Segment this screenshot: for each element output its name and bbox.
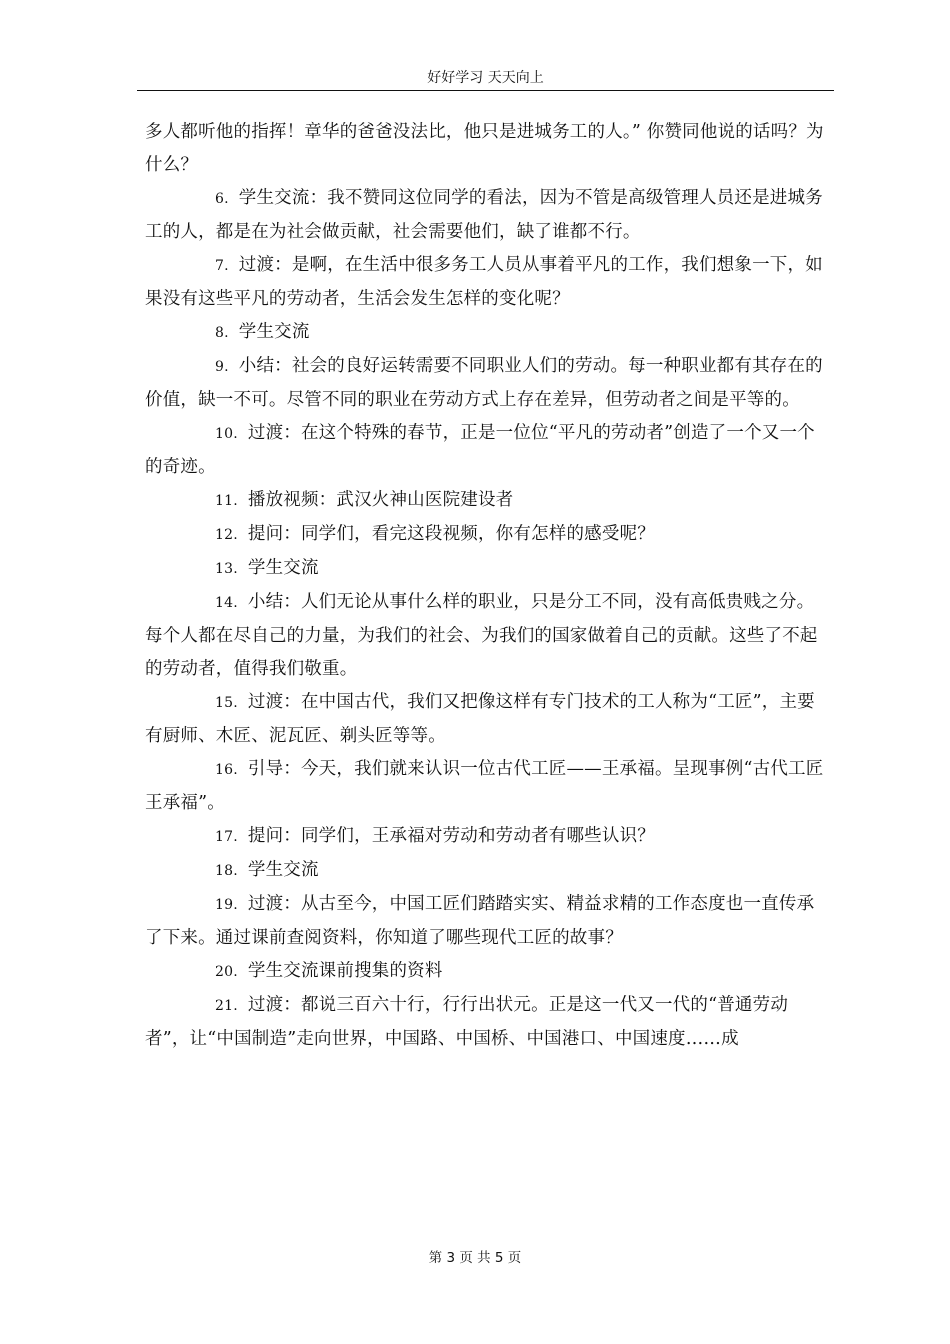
item-number: 13. bbox=[215, 561, 238, 577]
list-item bbox=[145, 484, 825, 518]
item-text: 过渡：都说三百六十行，行行出状元。正是这一代又一代的“普通劳动者”，让“中国制造”走向世界，中国路、中国桥、中国港口、中国速度……成 bbox=[145, 995, 789, 1049]
item-text: 学生交流课前搜集的资料 bbox=[247, 961, 443, 981]
item-number: 10. bbox=[215, 426, 238, 442]
item-text: 学生交流：我不赞同这位同学的看法，因为不管是高级管理人员还是进城务工的人，都是在为社会做贡献，社会需要他们，缺了谁都不行。 bbox=[145, 188, 823, 242]
item-number: 6. bbox=[215, 191, 229, 207]
list-item bbox=[145, 888, 825, 955]
page-header: 好好学习 天天向上 bbox=[137, 68, 834, 91]
item-number: 9. bbox=[215, 359, 229, 375]
item-text: 小结：社会的良好运转需要不同职业人们的劳动。每一种职业都有其存在的价值，缺一不可。尽管不同的职业在劳动方式上存在差异，但劳动者之间是平等的。 bbox=[145, 356, 823, 410]
item-text: 播放视频：武汉火神山医院建设者 bbox=[247, 490, 514, 510]
item-text: 小结：人们无论从事什么样的职业，只是分工不同，没有高低贵贱之分。每个人都在尽自己的力量，为我们的社会、为我们的国家做着自己的贡献。这些了不起的劳动者，值得我们敬重。 bbox=[145, 592, 818, 679]
page-footer: 第 3 页 共 5 页 bbox=[428, 1250, 522, 1266]
list-item bbox=[145, 989, 825, 1056]
item-number: 8. bbox=[215, 325, 229, 341]
list-item bbox=[145, 955, 825, 989]
item-number: 17. bbox=[215, 829, 238, 845]
item-number: 12. bbox=[215, 527, 238, 543]
item-text: 过渡：在中国古代，我们又把像这样有专门技术的工人称为“工匠”，主要有厨师、木匠、泥瓦匠、剃头匠等等。 bbox=[145, 692, 815, 746]
item-text: 学生交流 bbox=[247, 860, 319, 880]
list-item bbox=[145, 686, 825, 753]
list-item bbox=[145, 753, 825, 820]
item-text: 学生交流 bbox=[238, 322, 310, 342]
list-item bbox=[145, 316, 825, 350]
item-text: 过渡：是啊，在生活中很多务工人员从事着平凡的工作，我们想象一下，如果没有这些平凡的劳动者，生活会发生怎样的变化呢？ bbox=[145, 255, 823, 309]
list-item bbox=[145, 417, 825, 484]
list-item bbox=[145, 116, 825, 182]
list-item bbox=[145, 518, 825, 552]
item-text: 学生交流 bbox=[247, 558, 319, 578]
list-item bbox=[145, 350, 825, 417]
item-text: 引导：今天，我们就来认识一位古代工匠——王承福。呈现事例“古代工匠王承福”。 bbox=[145, 759, 824, 813]
item-number: 18. bbox=[215, 863, 238, 879]
item-number: 21. bbox=[215, 998, 238, 1014]
item-number: 14. bbox=[215, 595, 238, 611]
item-number: 11. bbox=[215, 493, 238, 509]
list-item bbox=[145, 249, 825, 316]
item-text: 过渡：从古至今，中国工匠们踏踏实实、精益求精的工作态度也一直传承了下来。通过课前查阅资料，你知道了哪些现代工匠的故事？ bbox=[145, 894, 815, 948]
document-body bbox=[145, 116, 825, 1056]
item-text: 过渡：在这个特殊的春节，正是一位位“平凡的劳动者”创造了一个又一个的奇迹。 bbox=[145, 423, 815, 477]
item-number: 19. bbox=[215, 897, 238, 913]
list-item bbox=[145, 854, 825, 888]
list-item bbox=[145, 552, 825, 586]
item-text: 多人都听他的指挥！章华的爸爸没法比，他只是进城务工的人。” 你赞同他说的话吗？为什么？ bbox=[145, 122, 824, 175]
item-number: 16. bbox=[215, 762, 238, 778]
item-number: 15. bbox=[215, 695, 238, 711]
list-item bbox=[145, 182, 825, 249]
item-text: 提问：同学们，王承福对劳动和劳动者有哪些认识？ bbox=[247, 826, 655, 846]
list-item bbox=[145, 586, 825, 686]
list-item bbox=[145, 820, 825, 854]
item-number: 7. bbox=[215, 258, 229, 274]
item-number: 20. bbox=[215, 964, 238, 980]
item-text: 提问：同学们，看完这段视频，你有怎样的感受呢？ bbox=[247, 524, 655, 544]
